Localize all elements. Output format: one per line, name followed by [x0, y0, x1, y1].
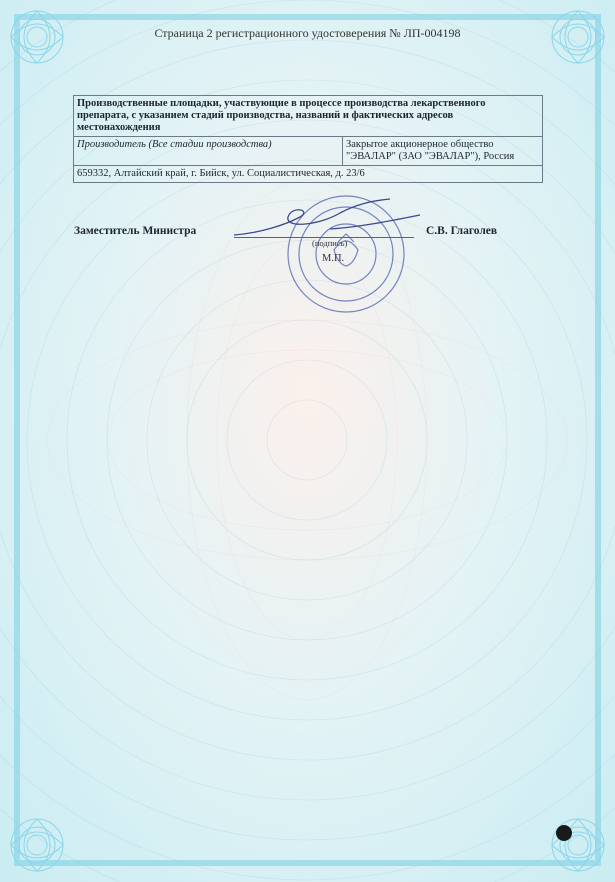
signature-caption: (подпись) — [312, 238, 348, 248]
table-row — [74, 96, 543, 137]
table-row — [74, 137, 543, 166]
production-sites-table — [73, 95, 543, 183]
page-title: Страница 2 регистрационного удостоверения № ЛП-004198 — [154, 26, 461, 40]
punch-hole — [556, 825, 572, 841]
signature-block — [74, 225, 544, 245]
manufacturer-role-cell: Производитель (Все стадии производства) — [74, 137, 343, 166]
table-heading: Производственные площадки, участвующие в процессе производства лекарственного препарата, с указанием стадий производства, названий и фактических адресов местонахождения — [74, 96, 543, 137]
address-cell: 659332, Алтайский край, г. Бийск, ул. Социалистическая, д. 23/6 — [74, 166, 543, 183]
corner-rosette-icon — [547, 814, 609, 876]
corner-rosette-icon — [6, 814, 68, 876]
table-row — [74, 166, 543, 183]
signer-name: С.В. Глаголев — [426, 225, 498, 237]
company-name-cell: Закрытое акционерное общество "ЭВАЛАР" (ЗАО "ЭВАЛАР"), Россия — [343, 137, 543, 166]
signer-position: Заместитель Министра — [74, 225, 197, 237]
seal-place-mark: М.П. — [322, 253, 345, 264]
